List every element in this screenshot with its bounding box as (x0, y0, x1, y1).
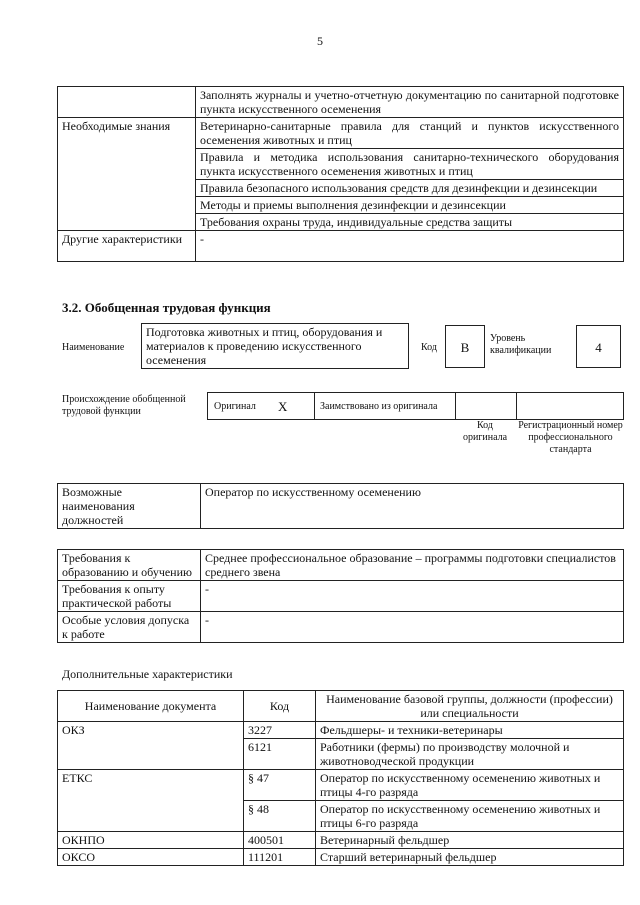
row-label-other: Другие характеристики (58, 231, 196, 262)
name-cell: Оператор по искусственному осеменению животных и птицы 4-го разряда (316, 770, 624, 801)
req-value: - (201, 612, 624, 643)
req-label: Требования к образованию и обучению (58, 550, 201, 581)
positions-table (57, 483, 624, 529)
table-cell (58, 87, 196, 118)
original-label: Оригинал (214, 401, 256, 412)
req-value: - (201, 581, 624, 612)
table-cell: Требования охраны труда, индивидуальные средства защиты (196, 214, 624, 231)
additional-table (57, 690, 624, 866)
reg-number-caption: Регистрационный номер профессионального стандарта (518, 420, 623, 455)
name-cell: Ветеринарный фельдшер (316, 832, 624, 849)
header-code: Код (244, 691, 316, 722)
divider (455, 393, 456, 419)
code-value-box: B (445, 325, 485, 368)
row-label-knowledge: Необходимые знания (58, 118, 196, 231)
level-value-box: 4 (576, 325, 621, 368)
code-label: Код (421, 342, 437, 353)
table-cell: Заполнять журналы и учетно-отчетную документацию по санитарной подготовке пункта искусственного осеменения (196, 87, 624, 118)
code-cell: § 47 (244, 770, 316, 801)
req-label: Требования к опыту практической работы (58, 581, 201, 612)
doc-cell: ЕТКС (58, 770, 244, 832)
function-name-box: Подготовка животных и птиц, оборудования и материалов к проведению искусственного осеменения (141, 323, 409, 369)
borrowed-label: Заимствовано из оригинала (320, 401, 438, 412)
req-value: Среднее профессиональное образование – программы подготовки специалистов среднего звена (201, 550, 624, 581)
name-cell: Фельдшеры- и техники-ветеринары (316, 722, 624, 739)
code-original-caption: Код оригинала (462, 420, 508, 443)
code-cell: 3227 (244, 722, 316, 739)
doc-cell: ОКНПО (58, 832, 244, 849)
positions-label: Возможные наименования должностей (58, 484, 201, 529)
origin-label: Происхождение обобщенной трудовой функции (62, 394, 186, 417)
req-label: Особые условия допуска к работе (58, 612, 201, 643)
table-cell: - (196, 231, 624, 262)
name-cell: Оператор по искусственному осеменению животных и птицы 6-го разряда (316, 801, 624, 832)
requirements-table (57, 549, 624, 643)
section-title: 3.2. Обобщенная трудовая функция (62, 300, 271, 315)
code-cell: 400501 (244, 832, 316, 849)
table-cell: Правила и методика использования санитарно-технического оборудования пункта искусственного осеменения животных и птиц (196, 149, 624, 180)
doc-cell: ОКЗ (58, 722, 244, 770)
additional-title: Дополнительные характеристики (62, 667, 233, 681)
level-label: Уровень квалификации (490, 333, 552, 356)
table-cell: Ветеринарно-санитарные правила для станций и пунктов искусственного осеменения животных и птиц (196, 118, 624, 149)
header-name: Наименование базовой группы, должности (профессии) или специальности (316, 691, 624, 722)
header-doc: Наименование документа (58, 691, 244, 722)
original-mark: X (278, 399, 288, 414)
positions-value: Оператор по искусственному осеменению (201, 484, 624, 529)
name-cell: Работники (фермы) по производству молочной и животноводческой продукции (316, 739, 624, 770)
code-cell: 111201 (244, 849, 316, 866)
table-cell: Методы и приемы выполнения дезинфекции и дезинсекции (196, 197, 624, 214)
doc-cell: ОКСО (58, 849, 244, 866)
name-cell: Старший ветеринарный фельдшер (316, 849, 624, 866)
origin-row (207, 392, 624, 420)
code-cell: § 48 (244, 801, 316, 832)
name-label: Наименование (62, 342, 125, 353)
skills-knowledge-table (57, 86, 624, 262)
divider (314, 393, 315, 419)
code-cell: 6121 (244, 739, 316, 770)
page-number: 5 (317, 34, 323, 48)
divider (516, 393, 517, 419)
table-cell: Правила безопасного использования средств для дезинфекции и дезинсекции (196, 180, 624, 197)
